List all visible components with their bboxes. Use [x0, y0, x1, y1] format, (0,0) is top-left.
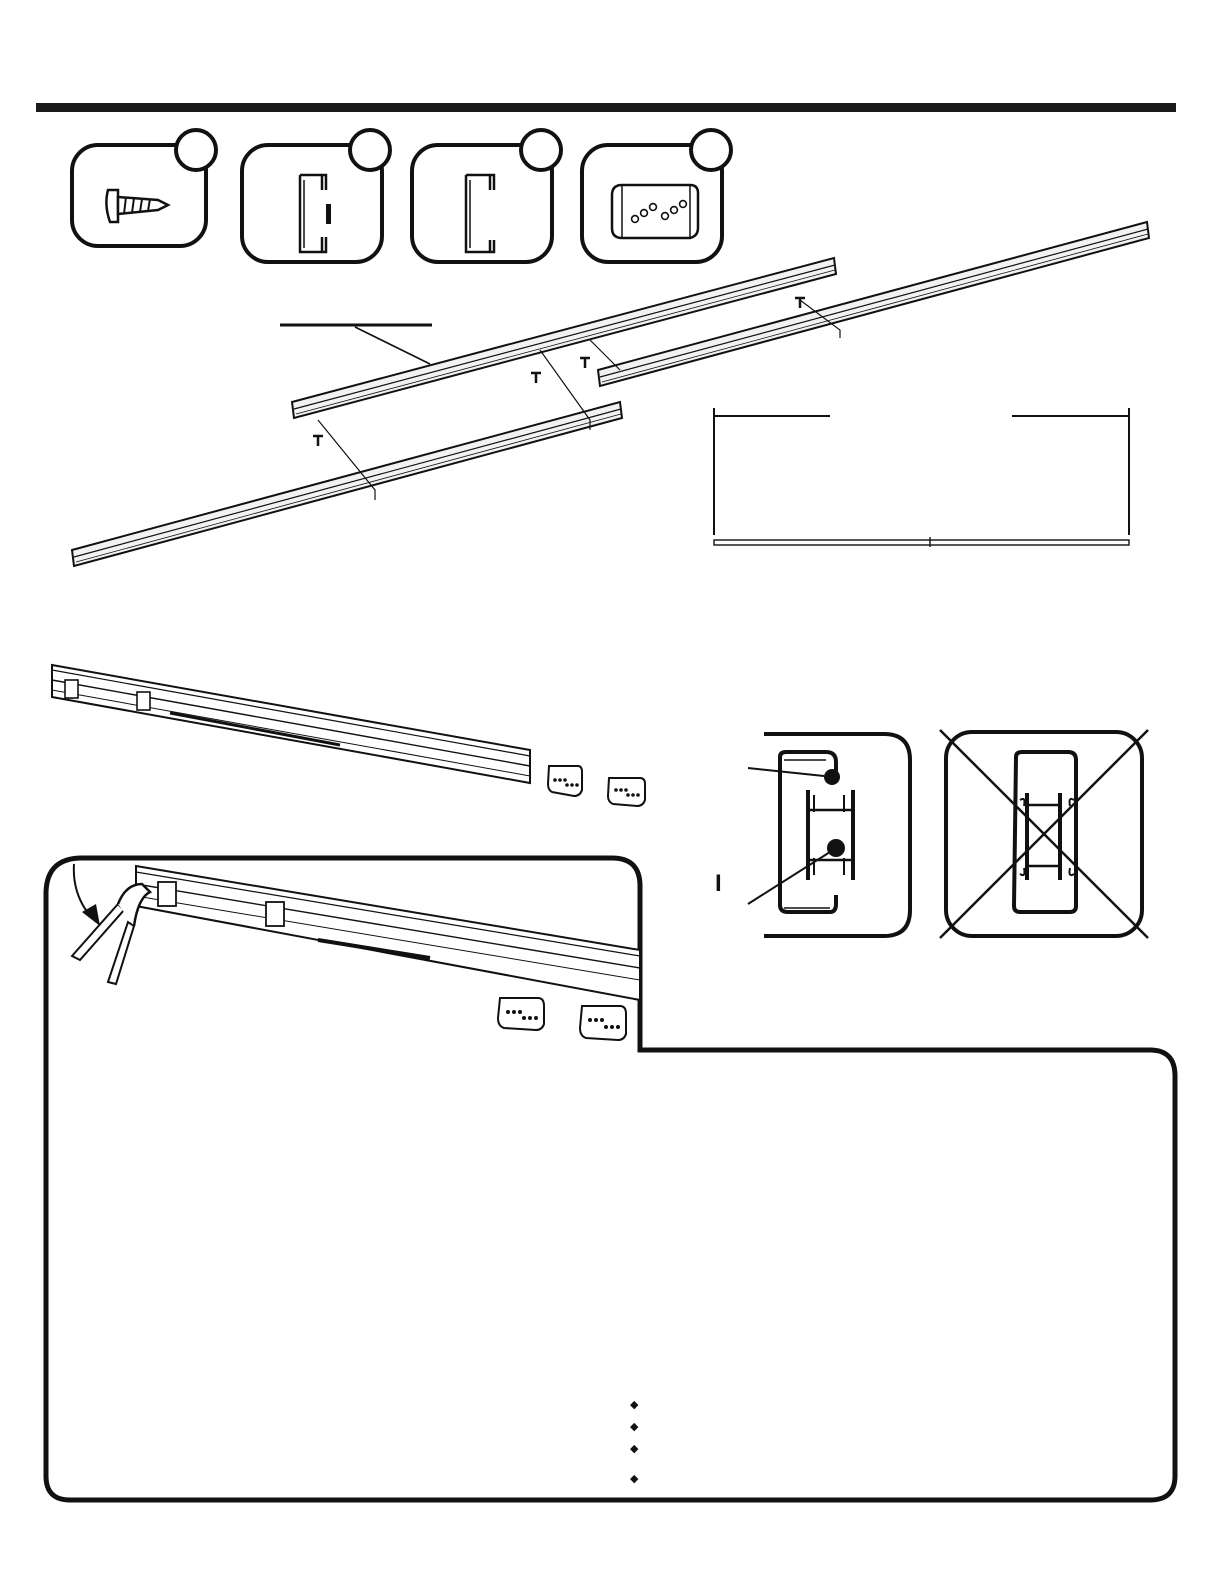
- detail-incorrect-icon: [940, 730, 1148, 938]
- arrow-icon: [74, 864, 100, 926]
- connector-icon: [580, 1006, 626, 1040]
- dimension-diagram: [714, 408, 1129, 547]
- connector-icon: [548, 766, 582, 796]
- rail-assembly-illustration: [72, 222, 1149, 566]
- bullet-marker: ◆: [630, 1442, 639, 1455]
- part-box-clip-c-short: [412, 130, 561, 262]
- rail-zoom-illustration: [72, 864, 640, 1040]
- connector-icon: [608, 778, 645, 806]
- part-box-clip-c-long: [242, 130, 390, 262]
- bullet-marker: ◆: [630, 1398, 639, 1411]
- detail-mark-text: I: [715, 870, 722, 897]
- detail-correct-icon: [748, 734, 910, 936]
- screw-icon: [580, 358, 590, 368]
- part-box-connector: [582, 130, 731, 262]
- rail-with-clips-illustration: [52, 665, 645, 806]
- pliers-icon: [72, 884, 150, 984]
- connector-icon: [498, 998, 544, 1030]
- connector-icon: [612, 185, 698, 238]
- header-rule: [36, 103, 1176, 112]
- bullet-marker: ◆: [630, 1472, 639, 1485]
- screw-icon: [531, 373, 541, 383]
- screw-icon: [313, 436, 323, 446]
- bullet-marker: ◆: [630, 1420, 639, 1433]
- part-box-screw: [72, 130, 216, 246]
